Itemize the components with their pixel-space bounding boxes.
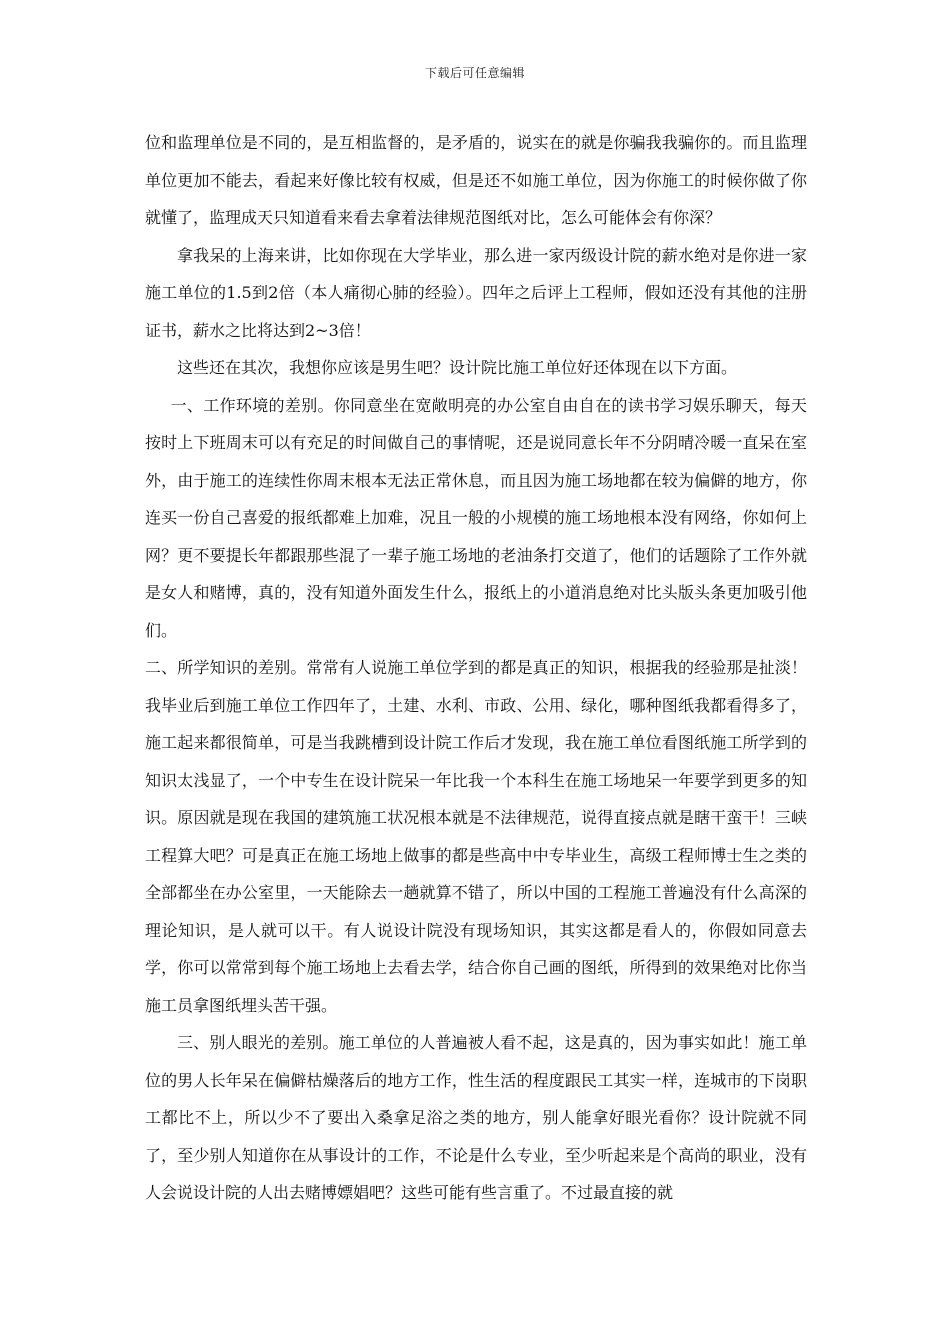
paragraph-2: 拿我呆的上海来讲，比如你现在大学毕业，那么进一家丙级设计院的薪水绝对是你进一家施工单位的1.5到2倍（本人痛彻心肺的经验）。四年之后评上工程师，假如还没有其他的注册证书，薪水之比将达到2~3倍！ — [145, 245, 807, 340]
paragraph-5: 二、所学知识的差别。常常有人说施工单位学到的都是真正的知识，根据我的经验那是扯淡！我毕业后到施工单位工作四年了，土建、水利、市政、公用、绿化，哪种图纸我都看得多了，施工起来都很简单，可是当我跳槽到设计院工作后才发现，我在施工单位看图纸施工所学到的知识太浅显了，一个中专生在设计院呆一年比我一个本科生在施工场地呆一年要学到更多的知识。原因就是现在我国的建筑施工状况根本就是不法律规范，说得直接点就是瞎干蛮干！三峡工程算大吧？可是真正在施工场地上做事的都是些高中中专毕业生，高级工程师博士生之类的全部都坐在办公室里，一天能除去一趟就算不错了，所以中国的工程施工普遍没有什么高深的理论知识，是人就可以干。有人说设计院没有现场知识，其实这都是看人的，你假如同意去学，你可以常常到每个施工场地上去看去学，结合你自己画的图纸，所得到的效果绝对比你当施工员拿图纸埋头苦干强。 — [145, 658, 807, 1015]
paragraph-3: 这些还在其次，我想你应该是男生吧？设计院比施工单位好还体现在以下方面。 — [177, 358, 738, 377]
paragraph-4: 一、工作环境的差别。你同意坐在宽敞明亮的办公室自由自在的读书学习娱乐聊天，每天按时上下班周末可以有充足的时间做自己的事情呢，还是说同意长年不分阴晴冷暖一直呆在室外，由于施工的连续性你周末根本无法正常休息，而且因为施工场地都在较为偏僻的地方，你连买一份自己喜爱的报纸都难上加难，况且一般的小规模的施工场地根本没有网络，你如何上网？更不要提长年都跟那些混了一辈子施工场地的老油条打交道了，他们的话题除了工作外就是女人和赌博，真的，没有知道外面发生什么，报纸上的小道消息绝对比头版头条更加吸引他们。 — [145, 395, 807, 640]
paragraph-1: 位和监理单位是不同的，是互相监督的，是矛盾的，说实在的就是你骗我我骗你的。而且监理单位更加不能去，看起来好像比较有权威，但是还不如施工单位，因为你施工的时候你做了你就懂了，监理成天只知道看来看去拿着法律规范图纸对比，怎么可能体会有你深？ — [145, 133, 807, 227]
paragraph-6: 三、别人眼光的差别。施工单位的人普遍被人看不起，这是真的，因为事实如此！施工单位的男人长年呆在偏僻枯燥落后的地方工作，性生活的程度跟民工其实一样，连城市的下岗职工都比不上，所以少不了要出入桑拿足浴之类的地方，别人能拿好眼光看你？设计院就不同了，至少别人知道你在从事设计的工作，不论是什么专业，至少听起来是个高尚的职业，没有人会说设计院的人出去赌博嫖娼吧？这些可能有些言重了。不过最直接的就 — [145, 1033, 807, 1202]
document-body — [145, 124, 807, 1212]
page-header: 下载后可任意编辑 — [424, 66, 525, 80]
